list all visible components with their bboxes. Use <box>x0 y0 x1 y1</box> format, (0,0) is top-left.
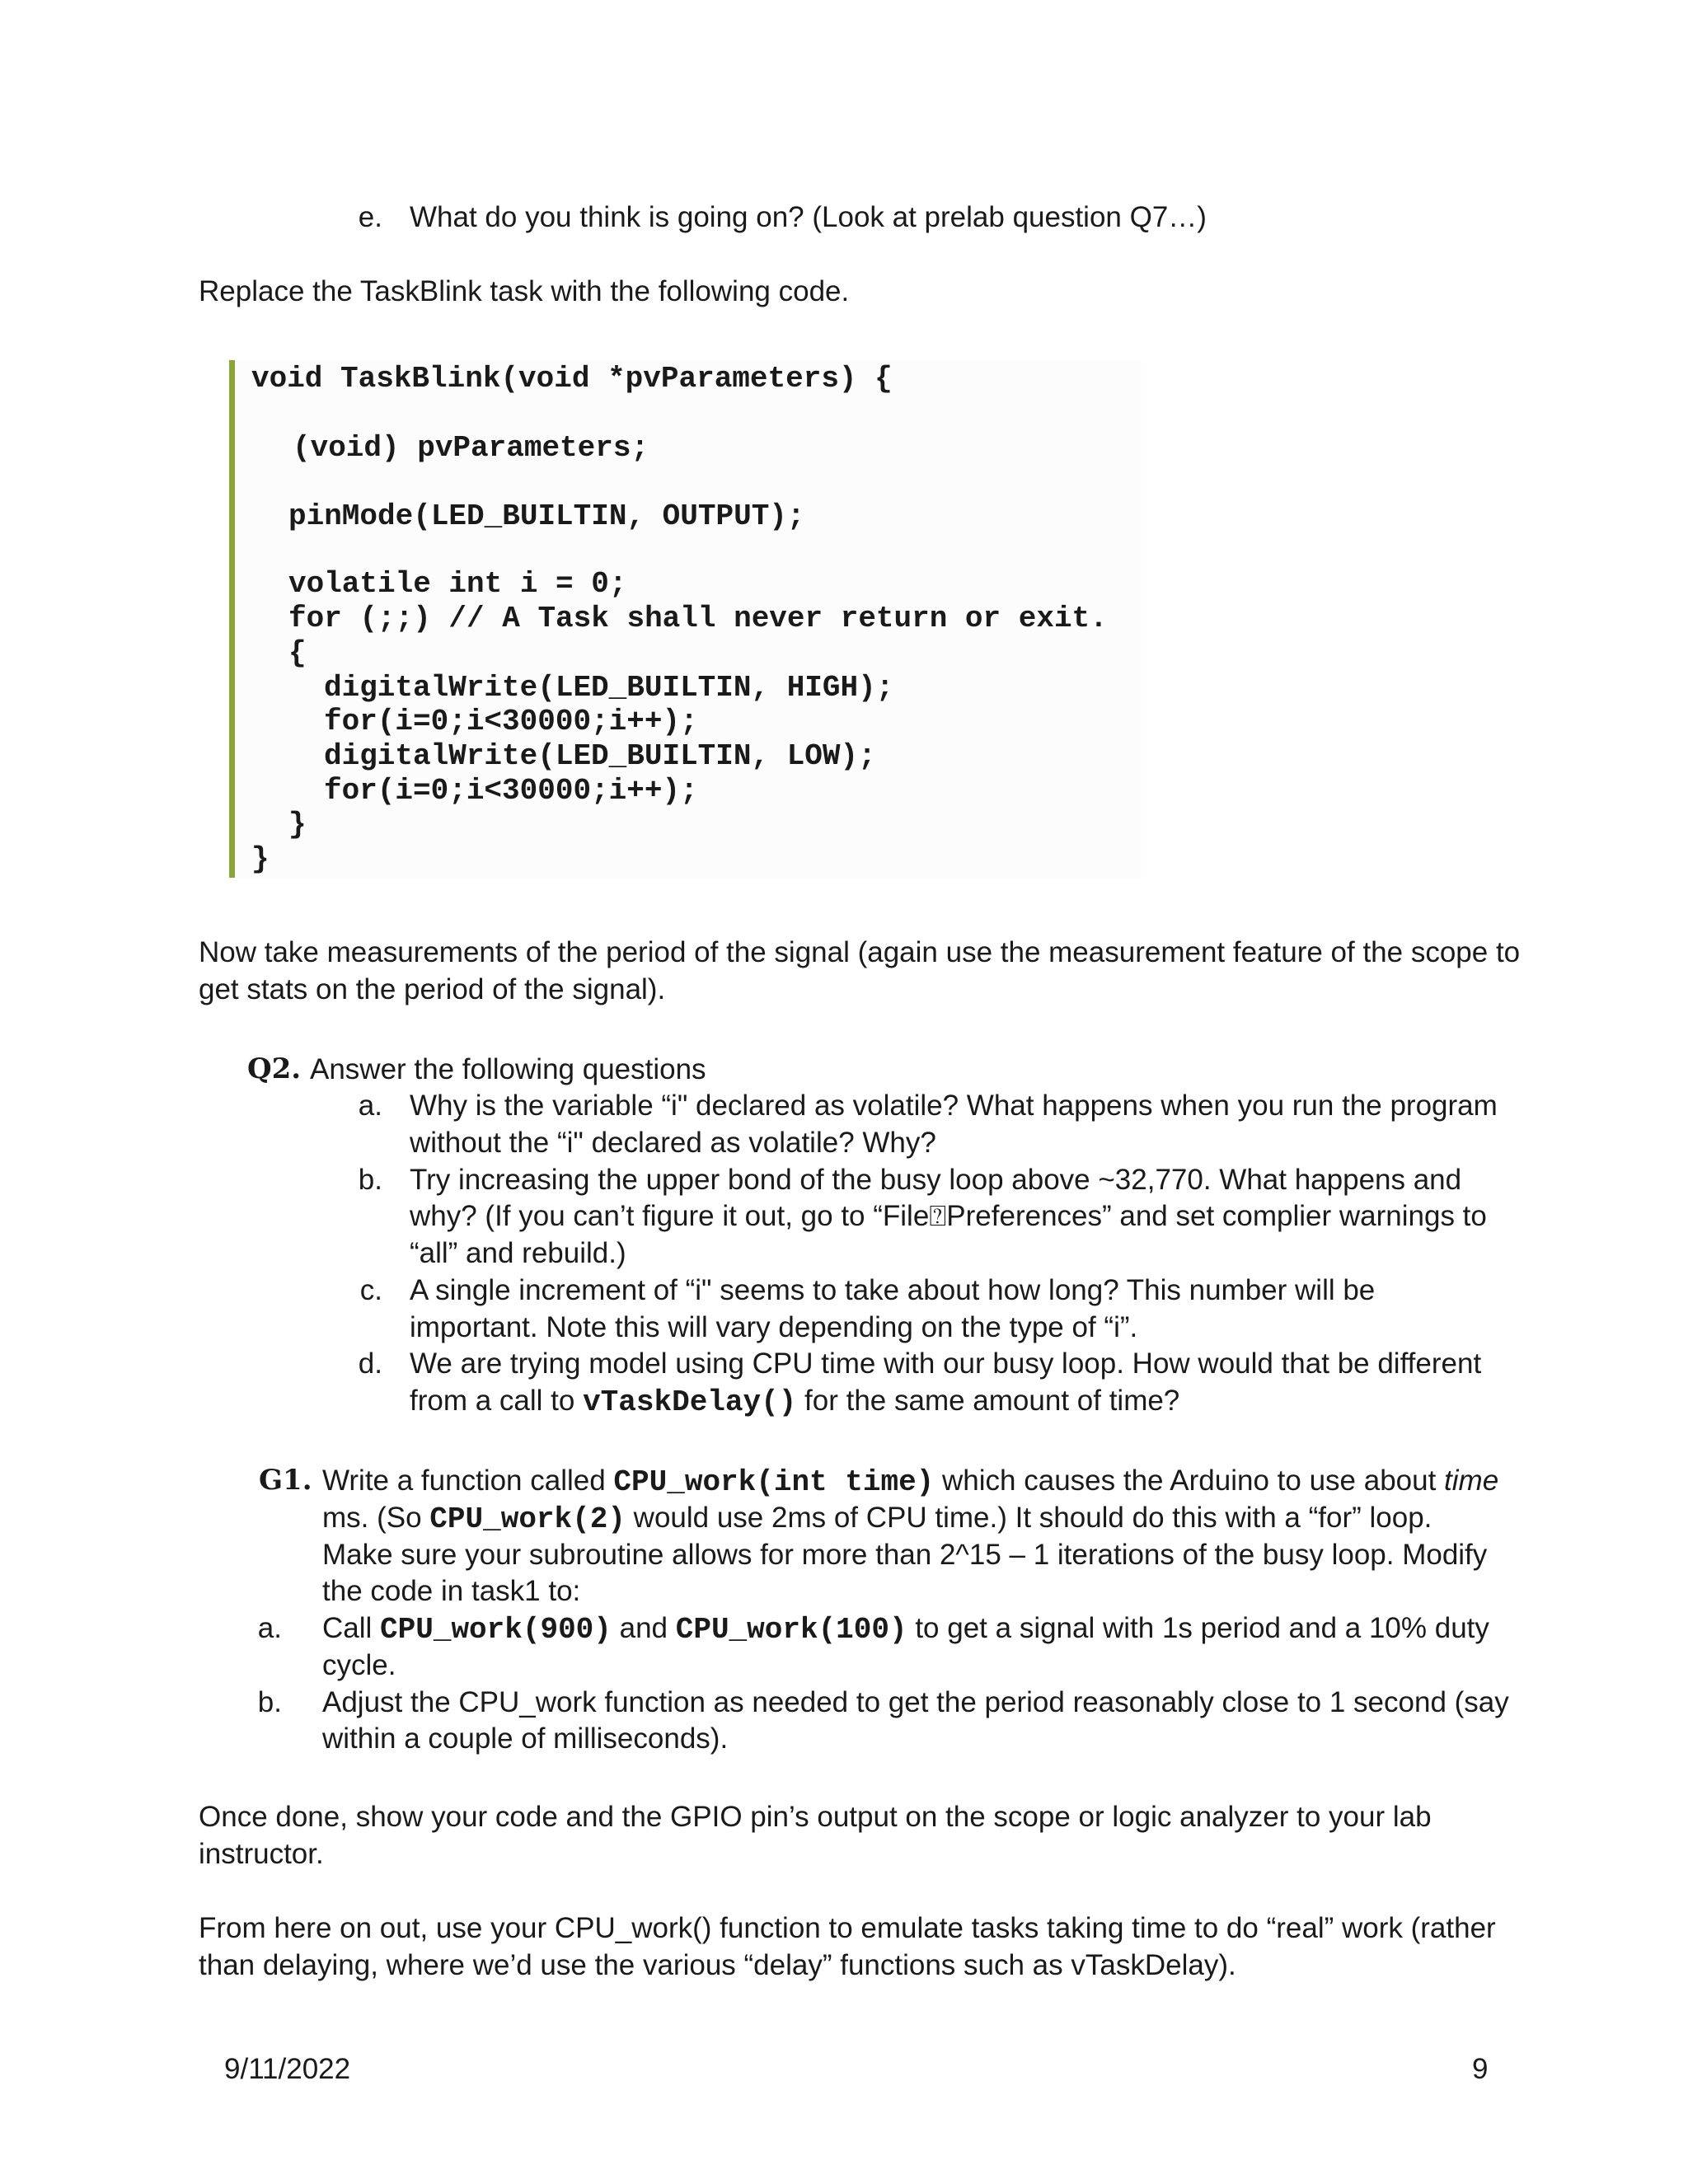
list-marker-e: e. <box>358 201 382 233</box>
q2-c-text: A single increment of “i" seems to take about how long? This number will be <box>410 1274 1376 1306</box>
code-line: digitalWrite(LED_BUILTIN, HIGH); <box>324 671 894 705</box>
inline-code-cpu-work-2: CPU_work(2) <box>429 1502 626 1536</box>
q2-title: Answer the following questions <box>310 1053 706 1085</box>
g1-a-mid: and <box>611 1612 676 1644</box>
q2-d-text: We are trying model using CPU time with our busy loop. How would that be different <box>410 1347 1482 1380</box>
done-paragraph-line: Once done, show your code and the GPIO pin’s output on the scope or logic analyzer to your lab <box>199 1801 1432 1833</box>
list-marker-c: c. <box>359 1274 382 1306</box>
list-marker-b: b. <box>358 1164 382 1196</box>
final-paragraph-line: From here on out, use your CPU_work() function to emulate tasks taking time to do “real” work (rather <box>199 1912 1496 1944</box>
code-block <box>229 360 1142 878</box>
measure-paragraph-line: Now take measurements of the period of the signal (again use the measurement feature of the scope to <box>199 936 1521 968</box>
q2-d-text <box>410 1382 1179 1421</box>
g1-text-pre: Write a function called <box>322 1465 614 1497</box>
g1-a-text <box>322 1610 1489 1648</box>
inline-code-cpu-work-100: CPU_work(100) <box>675 1613 907 1647</box>
done-paragraph-line: instructor. <box>199 1838 324 1870</box>
inline-code-cpu-work-signature: CPU_work(int time) <box>613 1465 935 1499</box>
q2-c-text: important. Note this will vary depending on the type of “i”. <box>410 1311 1138 1343</box>
g1-a-pre: Call <box>322 1612 381 1644</box>
question-label-q2: Q2. <box>247 1052 302 1085</box>
code-line: } <box>288 808 307 841</box>
q2-a-text: Why is the variable “i" declared as volatile? What happens when you run the program <box>410 1090 1498 1122</box>
list-marker-a: a. <box>358 1090 382 1122</box>
g1-text-em: time <box>1444 1465 1499 1497</box>
q2-a-text: without the “i" declared as volatile? Why? <box>410 1127 936 1159</box>
g1-b-text: Adjust the CPU_work function as needed to get the period reasonably close to 1 second (say <box>322 1686 1509 1718</box>
question-e-text: What do you think is going on? (Look at prelab question Q7…) <box>410 201 1207 233</box>
code-line: { <box>288 636 307 670</box>
q2-d-text-post: for the same amount of time? <box>796 1385 1180 1417</box>
q2-b-text: “all” and rebuild.) <box>410 1237 626 1269</box>
g1-text: Make sure your subroutine allows for more than 2^15 – 1 iterations of the busy loop. Modify <box>322 1539 1488 1571</box>
code-line: volatile int i = 0; <box>288 567 627 601</box>
code-line: for(i=0;i<30000;i++); <box>324 774 698 808</box>
inline-code-cpu-work-900: CPU_work(900) <box>380 1613 612 1647</box>
q2-b-text: Try increasing the upper bond of the busy loop above ~32,770. What happens and <box>410 1164 1462 1196</box>
list-marker-a: a. <box>257 1612 282 1644</box>
code-line: digitalWrite(LED_BUILTIN, LOW); <box>324 739 876 773</box>
final-paragraph-line: than delaying, where we’d use the various “delay” functions such as vTaskDelay). <box>199 1949 1236 1981</box>
question-label-g1: G1. <box>259 1464 312 1497</box>
g1-text-post: would use 2ms of CPU time.) It should do this with a “for” loop. <box>625 1502 1432 1534</box>
g1-text-pre: ms. (So <box>322 1502 430 1534</box>
g1-text: the code in task1 to: <box>322 1575 581 1607</box>
code-line: (void) pvParameters; <box>293 431 649 465</box>
g1-a-text: cycle. <box>322 1649 396 1681</box>
code-line: pinMode(LED_BUILTIN, OUTPUT); <box>288 499 805 533</box>
code-intro: Replace the TaskBlink task with the following code. <box>199 275 850 307</box>
q2-d-text-pre: from a call to <box>410 1385 584 1417</box>
page-number: 9 <box>1472 2053 1489 2085</box>
inline-code-vtaskdelay: vTaskDelay() <box>583 1385 797 1419</box>
g1-a-post: to get a signal with 1s period and a 10% duty <box>907 1612 1489 1644</box>
g1-text <box>322 1499 1432 1538</box>
code-line: void TaskBlink(void *pvParameters) { <box>251 362 893 396</box>
footer-date: 9/11/2022 <box>224 2053 351 2085</box>
list-marker-b: b. <box>257 1686 282 1718</box>
g1-text-mid: which causes the Arduino to use about <box>934 1465 1445 1497</box>
code-line: for (;;) // A Task shall never return or exit. <box>288 602 1108 635</box>
q2-b-text: why? (If you can’t figure it out, go to “File⍰Preferences” and set complier warnings to <box>410 1200 1487 1232</box>
list-marker-d: d. <box>358 1347 382 1380</box>
code-line: } <box>251 842 270 876</box>
code-line: for(i=0;i<30000;i++); <box>324 705 698 738</box>
g1-text <box>322 1462 1498 1501</box>
measure-paragraph-line: get stats on the period of the signal). <box>199 973 666 1005</box>
g1-b-text: within a couple of milliseconds). <box>322 1722 729 1755</box>
